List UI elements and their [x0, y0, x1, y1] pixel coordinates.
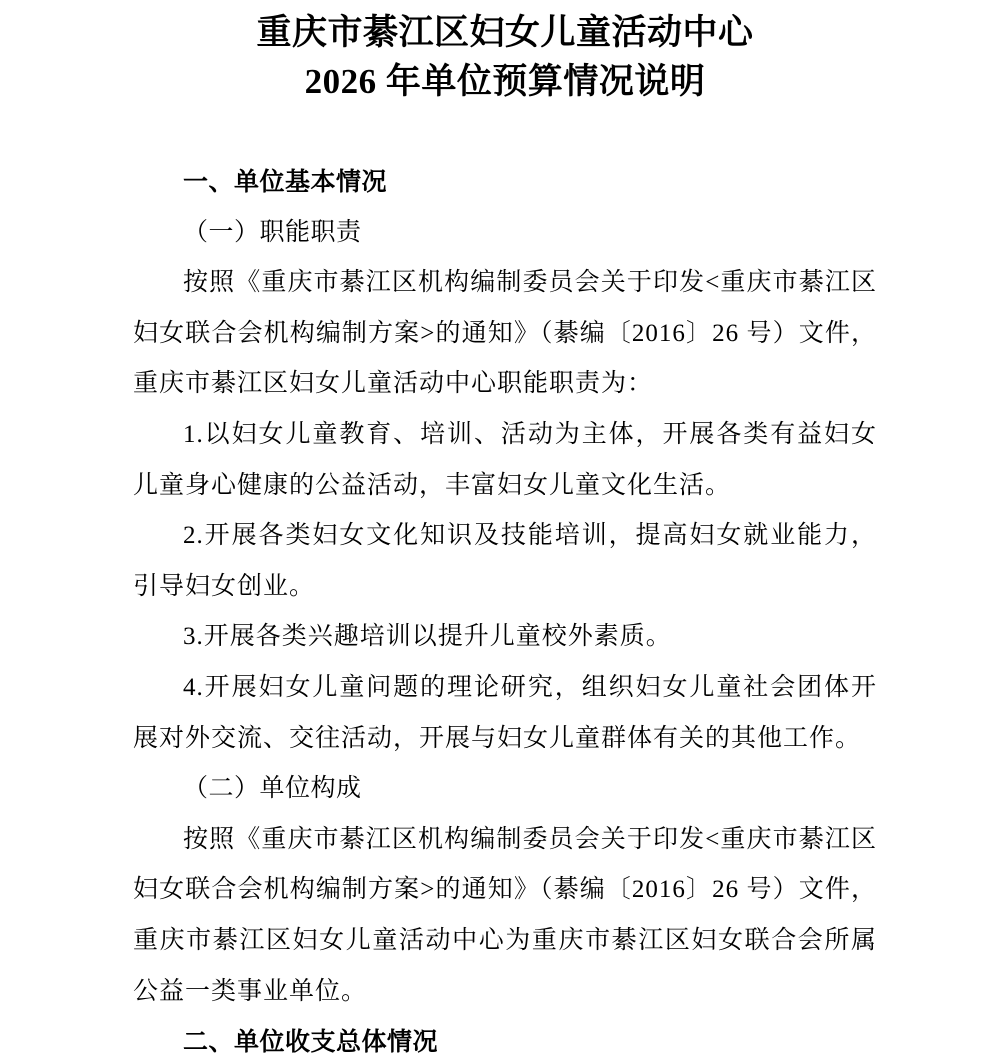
paragraph-duty-2: 2.开展各类妇女文化知识及技能培训，提高妇女就业能力，引导妇女创业。: [133, 522, 877, 600]
subsection-heading-1-2: （二）单位构成: [183, 775, 362, 803]
document-content: [133, 0, 877, 1063]
document-title-line-2: 2026 年单位预算情况说明: [304, 62, 706, 101]
section-heading-1: 一、单位基本情况: [183, 168, 388, 196]
paragraph-functions-intro: 按照《重庆市綦江区机构编制委员会关于印发<重庆市綦江区妇女联合会机构编制方案>的通知》（綦编〔2016〕26 号）文件，重庆市綦江区妇女儿童活动中心职能职责为：: [133, 269, 877, 398]
subsection-heading-1-1: （一）职能职责: [183, 218, 362, 246]
paragraph-duty-3: 3.开展各类兴趣培训以提升儿童校外素质。: [183, 623, 672, 651]
paragraph-duty-1: 1.以妇女儿童教育、培训、活动为主体，开展各类有益妇女儿童身心健康的公益活动，丰富妇女儿童文化生活。: [133, 420, 877, 499]
document-title-line-1: 重庆市綦江区妇女儿童活动中心: [256, 13, 754, 52]
section-heading-2: 二、单位收支总体情况: [183, 1028, 439, 1057]
paragraph-composition: 按照《重庆市綦江区机构编制委员会关于印发<重庆市綦江区妇女联合会机构编制方案>的通知》（綦编〔2016〕26 号）文件，重庆市綦江区妇女儿童活动中心为重庆市綦江区妇女联合会所属公益一类事业单位。: [133, 825, 877, 1005]
paragraph-duty-4: 4.开展妇女儿童问题的理论研究，组织妇女儿童社会团体开展对外交流、交往活动，开展与妇女儿童群体有关的其他工作。: [133, 673, 877, 752]
document-title: [133, 0, 877, 106]
